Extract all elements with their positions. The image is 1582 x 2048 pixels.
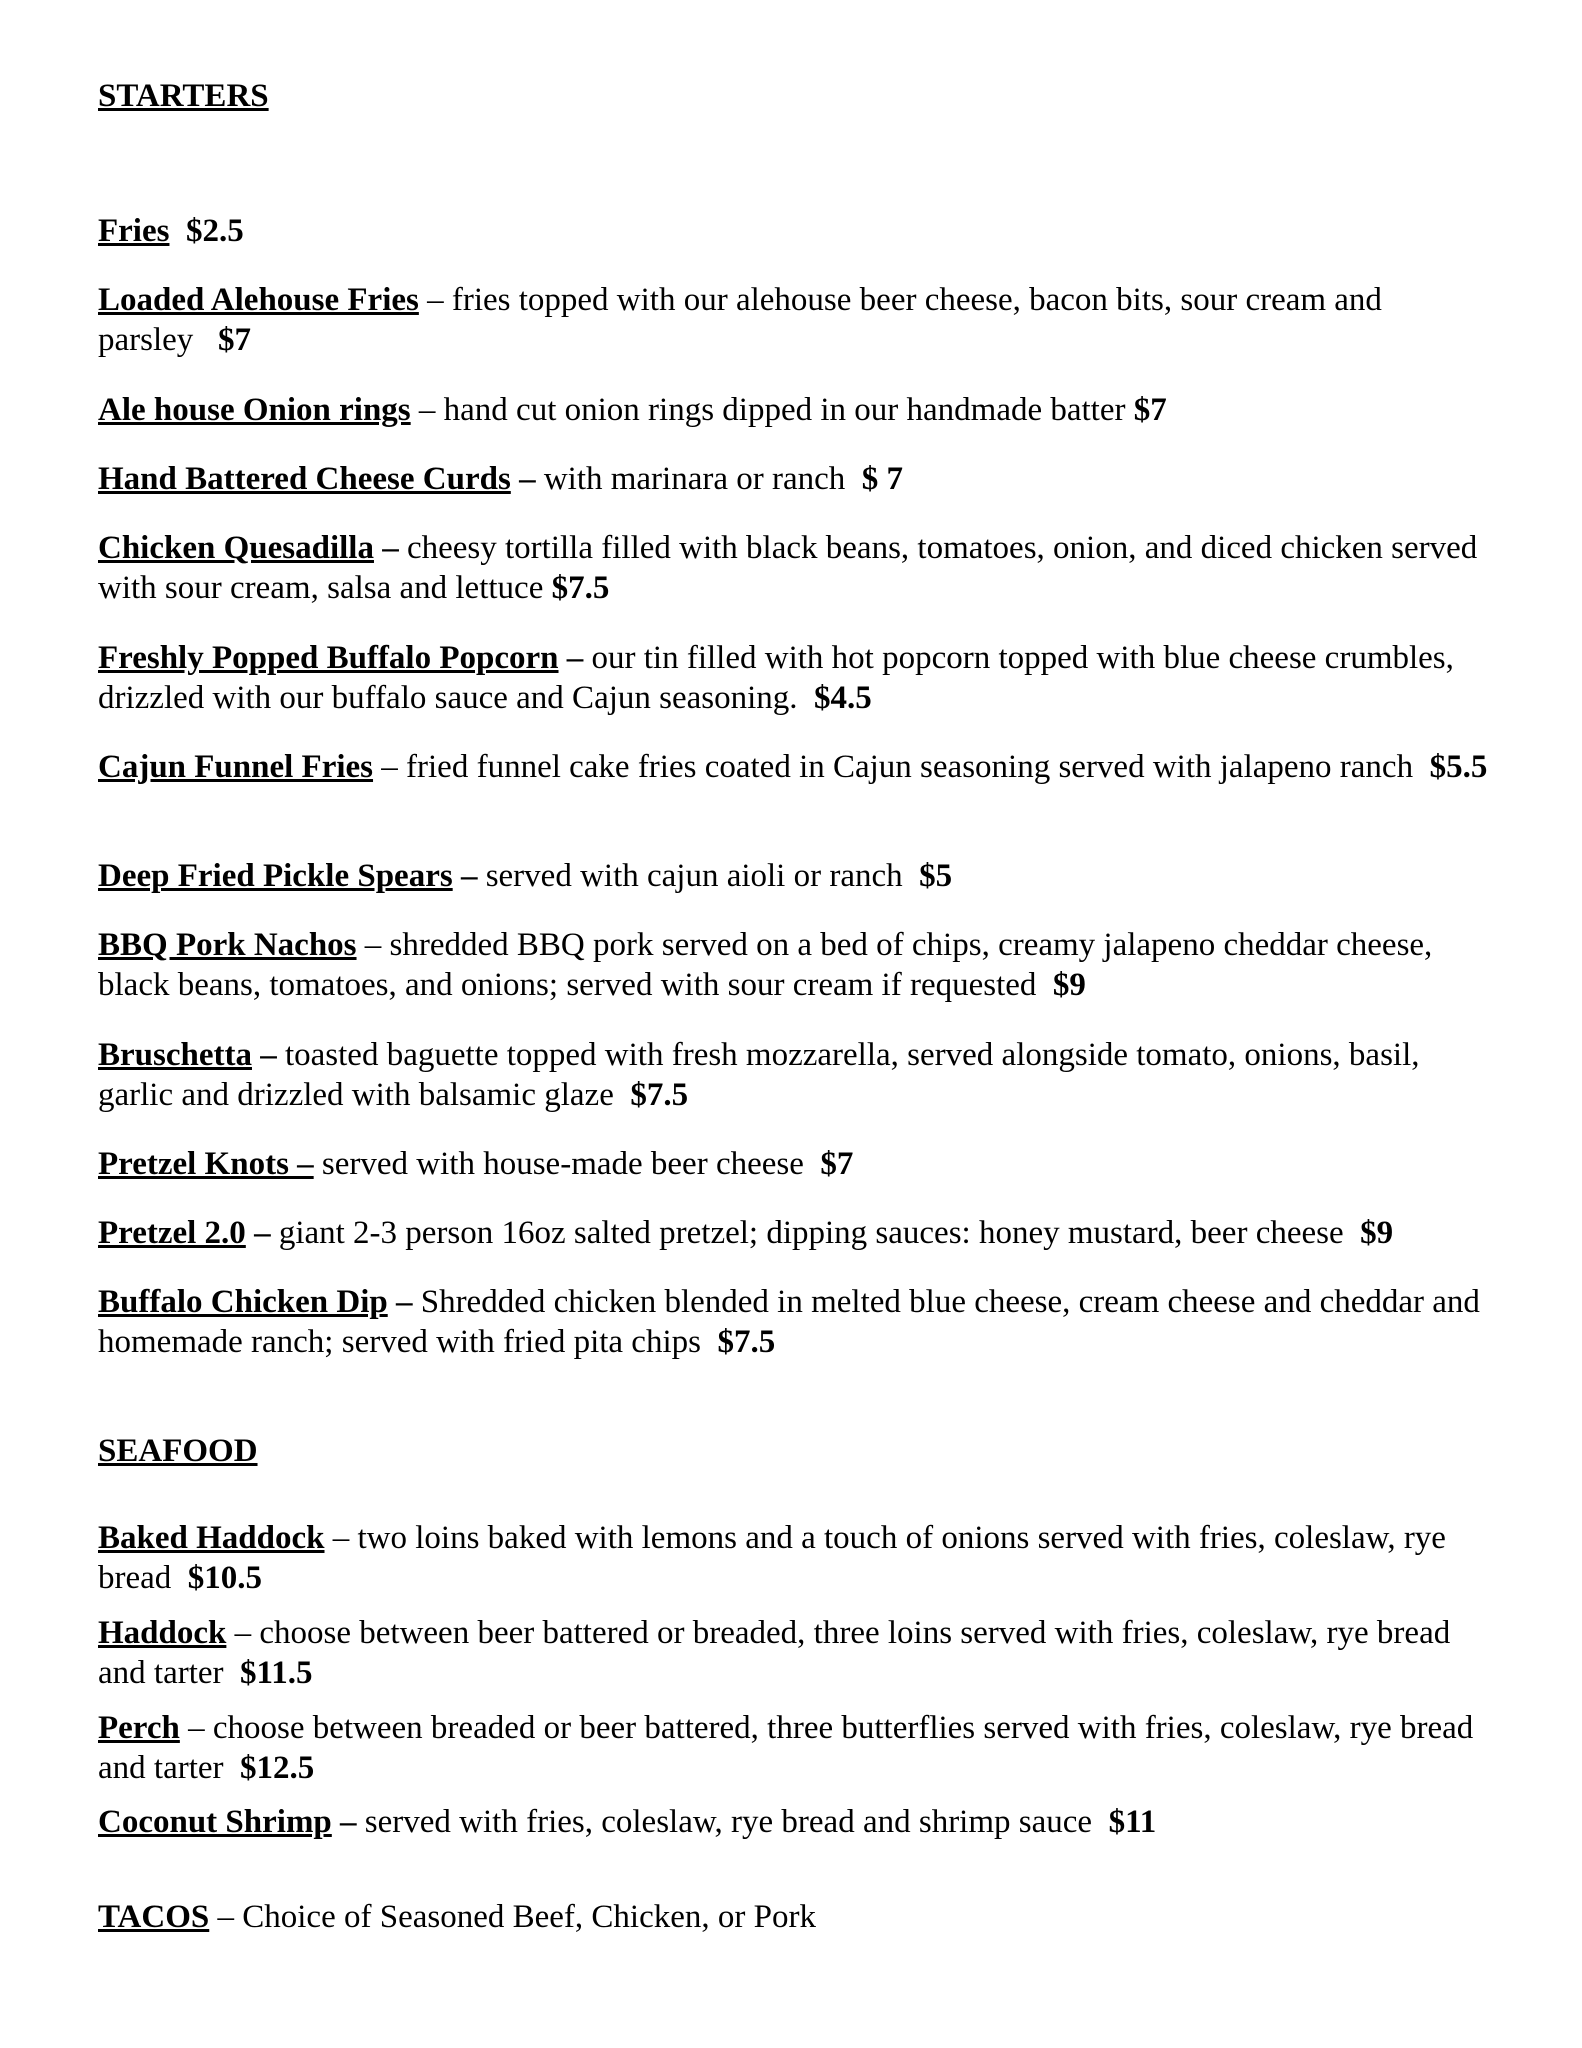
item-price: $7 bbox=[1133, 392, 1167, 428]
menu-item bbox=[98, 1802, 1498, 1842]
item-price: $11.5 bbox=[240, 1655, 313, 1691]
item-name: Loaded Alehouse Fries bbox=[98, 282, 419, 318]
item-dash: – bbox=[427, 282, 444, 318]
menu-item bbox=[98, 1613, 1498, 1693]
item-price: $7 bbox=[820, 1146, 854, 1182]
item-dash: – bbox=[460, 858, 478, 894]
item-name: Fries bbox=[98, 213, 170, 249]
item-description: cheesy tortilla filled with black beans, tomatoes, onion, and diced chicken served with sour cream, salsa and lettuce bbox=[98, 530, 1478, 606]
menu-item bbox=[98, 459, 1498, 499]
item-name: Baked Haddock bbox=[98, 1520, 325, 1556]
menu-item bbox=[98, 1518, 1498, 1598]
menu-item bbox=[98, 390, 1498, 430]
section-heading-starters: STARTERS bbox=[98, 78, 269, 114]
item-description: with marinara or ranch bbox=[543, 461, 846, 497]
item-description: choose between breaded or beer battered, three butterflies served with fries, coleslaw, rye bread and tarter bbox=[98, 1710, 1474, 1786]
item-price: $7.5 bbox=[630, 1077, 689, 1113]
item-dash: – bbox=[364, 927, 382, 963]
item-dash: – bbox=[519, 461, 536, 497]
item-name: Hand Battered Cheese Curds bbox=[98, 461, 511, 497]
item-dash: – bbox=[340, 1804, 357, 1840]
item-name: Deep Fried Pickle Spears bbox=[98, 858, 453, 894]
item-dash: – bbox=[395, 1284, 413, 1320]
menu-item bbox=[98, 280, 1498, 360]
item-name: Pretzel Knots – bbox=[98, 1146, 314, 1182]
item-dash: – bbox=[254, 1215, 271, 1251]
menu-item bbox=[98, 1708, 1498, 1788]
item-description: fried funnel cake fries coated in Cajun seasoning served with jalapeno ranch bbox=[406, 749, 1414, 785]
section-heading-tacos: TACOS bbox=[98, 1899, 210, 1935]
item-name: Bruschetta bbox=[98, 1037, 252, 1073]
menu-item bbox=[98, 528, 1498, 608]
item-price: $5.5 bbox=[1429, 749, 1488, 785]
item-name: BBQ Pork Nachos bbox=[98, 927, 357, 963]
section-heading-seafood: SEAFOOD bbox=[98, 1433, 258, 1469]
item-dash: – bbox=[418, 392, 436, 428]
item-name: Freshly Popped Buffalo Popcorn bbox=[98, 640, 559, 676]
item-price: $9 bbox=[1360, 1215, 1394, 1251]
menu-item bbox=[98, 925, 1498, 1005]
item-dash: – bbox=[188, 1710, 205, 1746]
item-description: two loins baked with lemons and a touch of onions served with fries, coleslaw, rye bread bbox=[98, 1520, 1446, 1596]
item-description: giant 2-3 person 16oz salted pretzel; dipping sauces: honey mustard, beer cheese bbox=[278, 1215, 1344, 1251]
menu-item bbox=[98, 1144, 1498, 1184]
item-description: our tin filled with hot popcorn topped with blue cheese crumbles, drizzled with our buffalo sauce and Cajun seasoning. bbox=[98, 640, 1454, 716]
section-tacos bbox=[98, 1897, 1498, 1937]
item-price: $7.5 bbox=[717, 1324, 776, 1360]
tacos-description: Choice of Seasoned Beef, Chicken, or Pork bbox=[242, 1899, 816, 1935]
item-dash: – bbox=[260, 1037, 277, 1073]
item-name: Coconut Shrimp bbox=[98, 1804, 332, 1840]
item-description: served with fries, coleslaw, rye bread and shrimp sauce bbox=[364, 1804, 1093, 1840]
menu-item bbox=[98, 747, 1498, 787]
item-price: $11 bbox=[1108, 1804, 1157, 1840]
item-dash: – bbox=[332, 1520, 350, 1556]
item-price: $ 7 bbox=[861, 461, 904, 497]
item-description: hand cut onion rings dipped in our handmade batter bbox=[443, 392, 1126, 428]
item-name: Cajun Funnel Fries bbox=[98, 749, 374, 785]
item-name: Chicken Quesadilla bbox=[98, 530, 374, 566]
menu-item bbox=[98, 856, 1498, 896]
item-description: toasted baguette topped with fresh mozzarella, served alongside tomato, onions, basil, garlic and drizzled with balsamic glaze bbox=[98, 1037, 1420, 1113]
item-price: $9 bbox=[1052, 967, 1086, 1003]
item-price: $5 bbox=[919, 858, 953, 894]
item-description: shredded BBQ pork served on a bed of chips, creamy jalapeno cheddar cheese, black beans, tomatoes, and onions; served with sour cream if requested bbox=[98, 927, 1433, 1003]
item-price: $7 bbox=[218, 322, 252, 358]
item-name: Ale house Onion rings bbox=[98, 392, 411, 428]
item-description: served with cajun aioli or ranch bbox=[485, 858, 903, 894]
item-price: $7.5 bbox=[551, 570, 610, 606]
item-name: Haddock bbox=[98, 1615, 227, 1651]
item-description: Shredded chicken blended in melted blue cheese, cream cheese and cheddar and homemade ranch; served with fried pita chips bbox=[98, 1284, 1480, 1360]
menu-item bbox=[98, 1035, 1498, 1115]
menu-item bbox=[98, 1282, 1498, 1362]
menu-item bbox=[98, 1213, 1498, 1253]
item-name: Buffalo Chicken Dip bbox=[98, 1284, 388, 1320]
item-dash: – bbox=[382, 530, 399, 566]
item-name: Pretzel 2.0 bbox=[98, 1215, 246, 1251]
item-dash: – bbox=[234, 1615, 252, 1651]
item-price: $2.5 bbox=[185, 213, 244, 249]
menu-item bbox=[98, 211, 1498, 251]
item-dash: – bbox=[566, 640, 584, 676]
item-name: Perch bbox=[98, 1710, 180, 1746]
item-description: served with house-made beer cheese bbox=[321, 1146, 804, 1182]
menu-item bbox=[98, 638, 1498, 718]
item-dash: – bbox=[217, 1899, 234, 1935]
item-description: fries topped with our alehouse beer cheese, bacon bits, sour cream and parsley bbox=[98, 282, 1382, 358]
item-dash: – bbox=[381, 749, 398, 785]
item-price: $10.5 bbox=[187, 1560, 263, 1596]
item-price: $12.5 bbox=[240, 1750, 315, 1786]
item-price: $4.5 bbox=[814, 680, 872, 716]
item-description: choose between beer battered or breaded, three loins served with fries, coleslaw, rye bread and tarter bbox=[98, 1615, 1451, 1691]
